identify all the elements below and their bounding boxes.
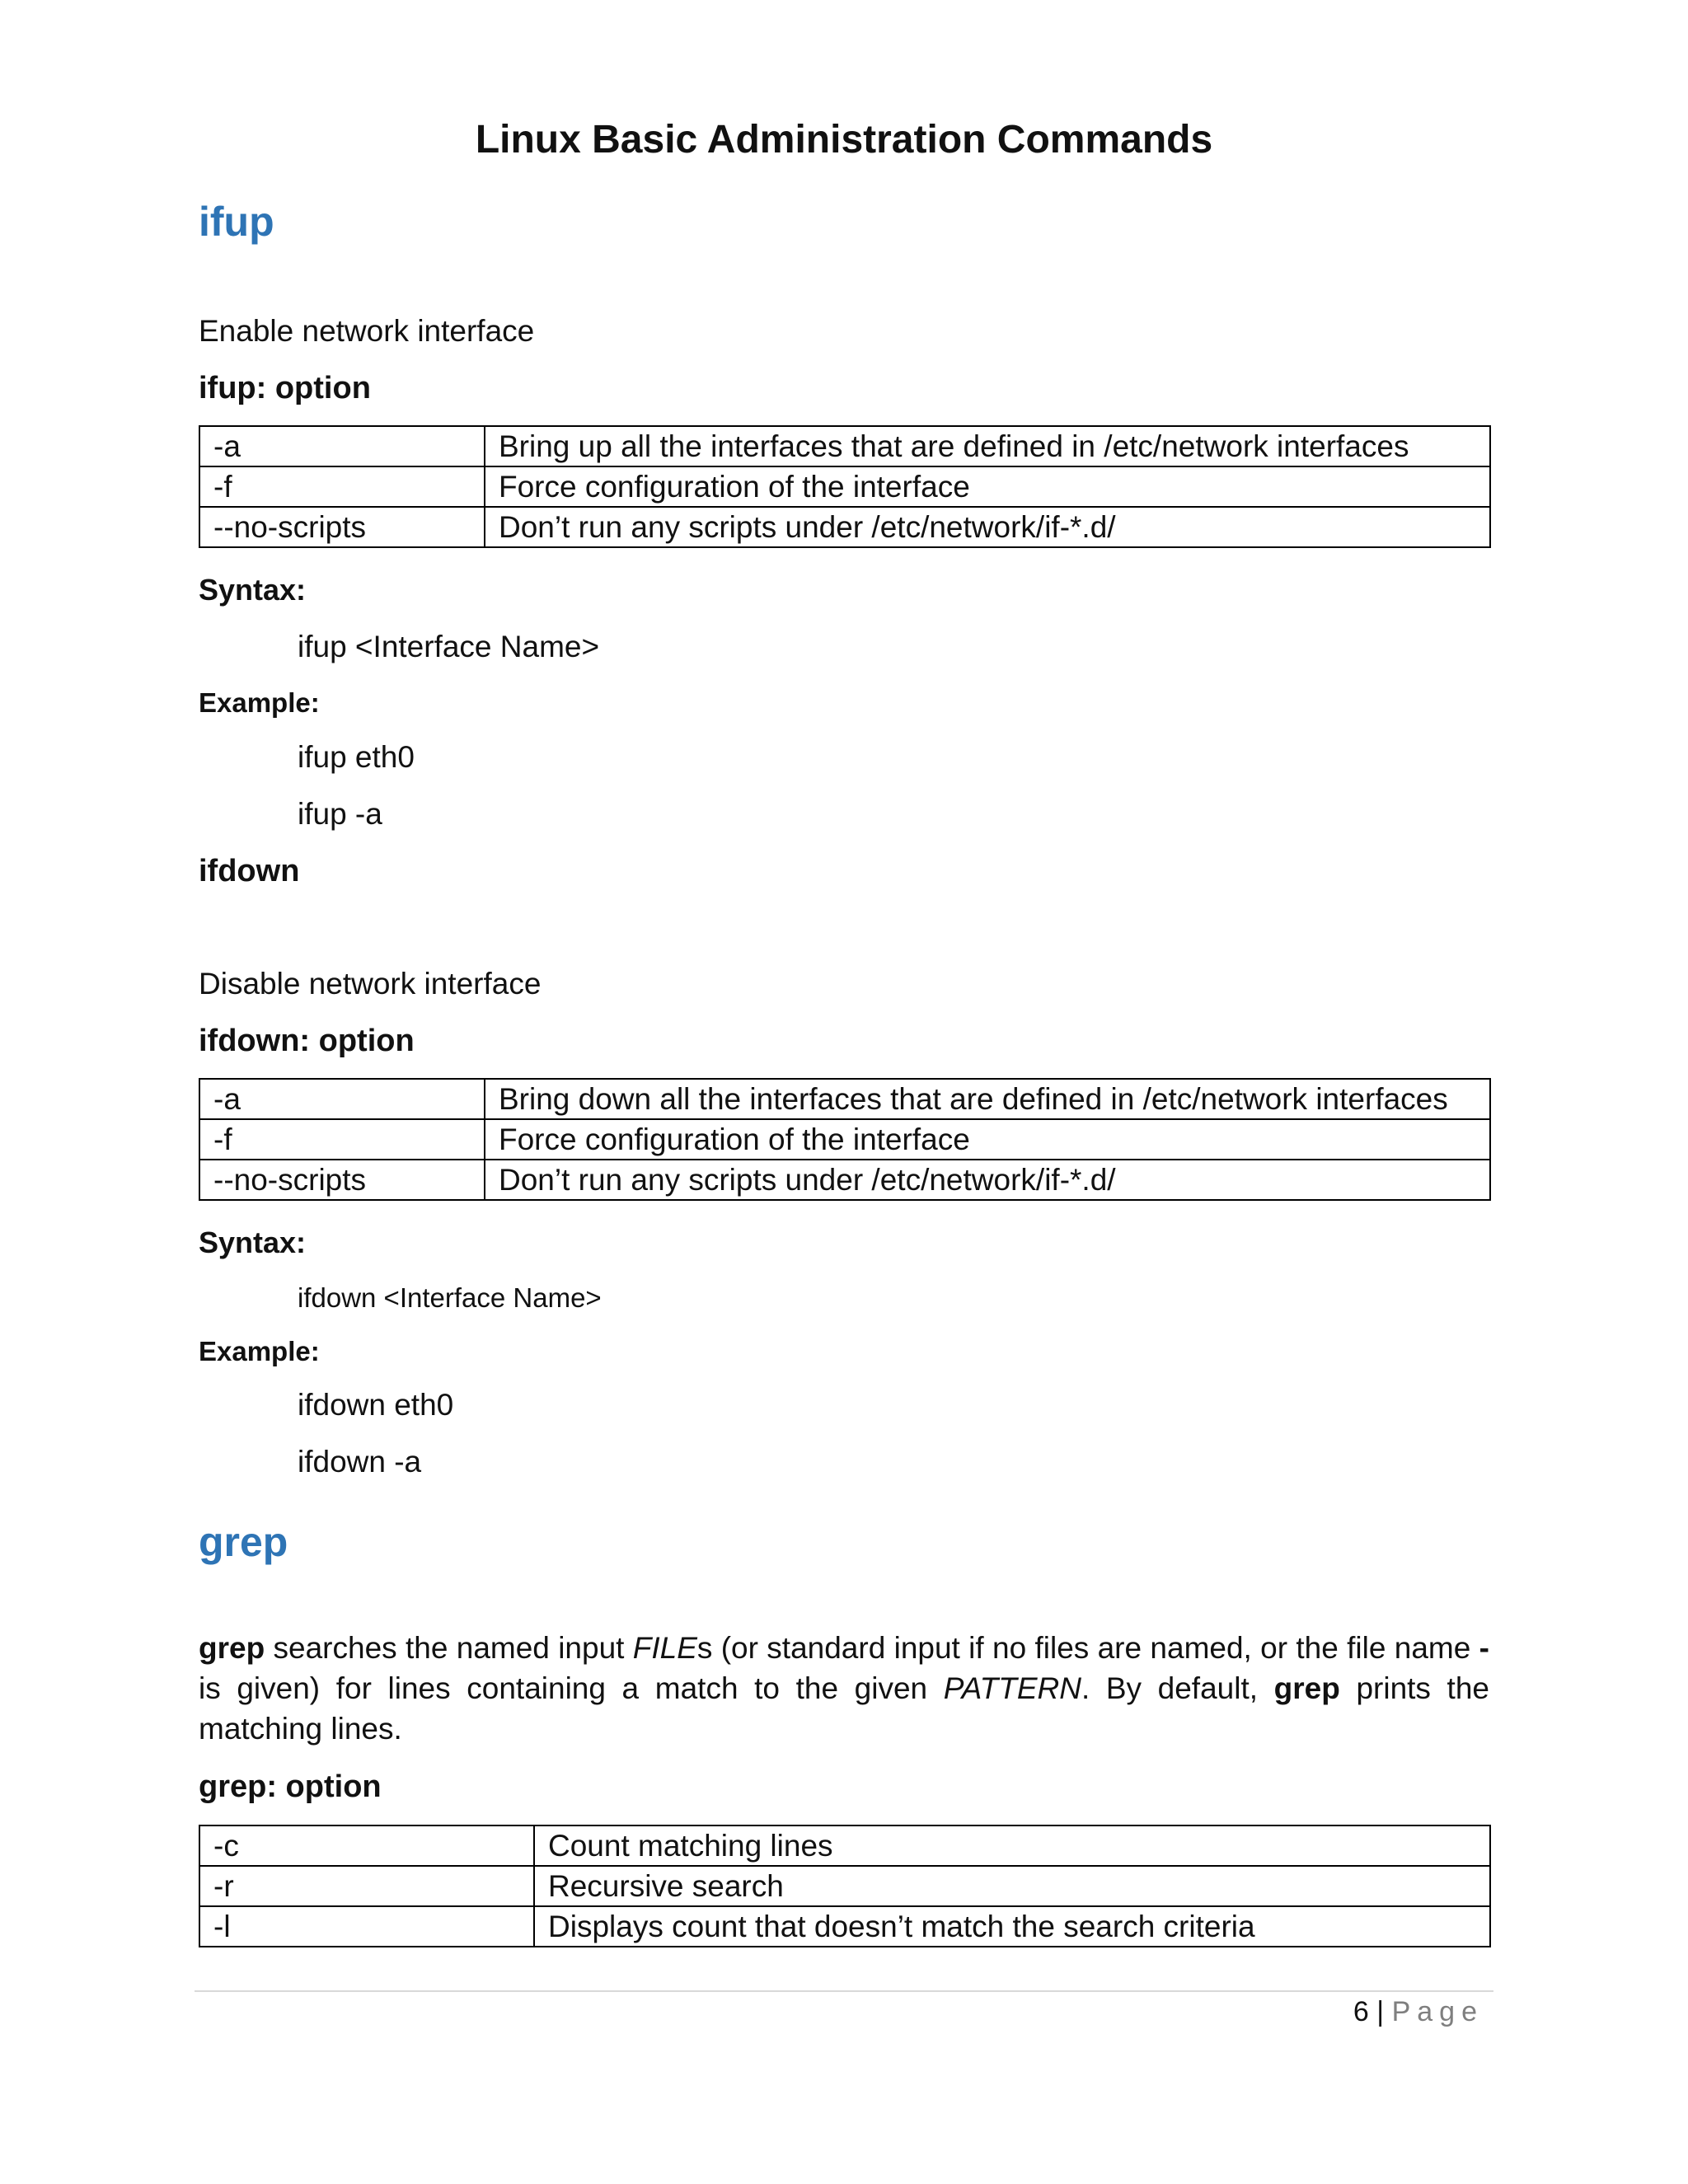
option-description: Bring up all the interfaces that are defined in /etc/network interfaces xyxy=(485,426,1490,466)
option-description: Recursive search xyxy=(534,1866,1490,1906)
grep-command-word: grep xyxy=(1273,1671,1340,1705)
grep-command-word: grep xyxy=(199,1631,265,1665)
table-row xyxy=(199,1825,1490,1866)
option-flag: -a xyxy=(199,426,485,466)
option-description: Count matching lines xyxy=(534,1825,1490,1866)
ifdown-example-label: Example: xyxy=(199,1336,320,1366)
grep-options-table xyxy=(199,1825,1491,1947)
grep-option-label: grep: option xyxy=(199,1769,382,1804)
option-flag: -a xyxy=(199,1079,485,1119)
option-flag: --no-scripts xyxy=(199,507,485,547)
table-row xyxy=(199,507,1490,547)
option-description: Displays count that doesn’t match the search criteria xyxy=(534,1906,1490,1947)
ifup-syntax: ifup <Interface Name> xyxy=(298,630,600,663)
table-row xyxy=(199,1866,1490,1906)
option-description: Don’t run any scripts under /etc/network/if-*.d/ xyxy=(485,507,1490,547)
ifup-syntax-label: Syntax: xyxy=(199,573,307,607)
ifdown-description: Disable network interface xyxy=(199,967,542,1001)
option-flag: --no-scripts xyxy=(199,1160,485,1200)
footer-divider xyxy=(195,1990,1493,1992)
option-flag: -f xyxy=(199,466,485,507)
ifup-example-2: ifup -a xyxy=(298,797,382,831)
table-row xyxy=(199,1079,1490,1119)
ifup-description: Enable network interface xyxy=(199,314,535,348)
option-flag: -c xyxy=(199,1825,534,1866)
option-description: Force configuration of the interface xyxy=(485,466,1490,507)
page-number: 6 xyxy=(1353,1996,1369,2027)
section-heading-grep: grep xyxy=(199,1519,288,1565)
ifup-example-label: Example: xyxy=(199,687,320,718)
ifdown-syntax: ifdown <Interface Name> xyxy=(298,1282,602,1313)
page-footer xyxy=(1353,1996,1484,2028)
ifdown-option-label: ifdown: option xyxy=(199,1024,415,1058)
ifdown-example-2: ifdown -a xyxy=(298,1445,422,1479)
ifdown-options-table xyxy=(199,1078,1491,1201)
ifup-example-1: ifup eth0 xyxy=(298,740,415,774)
ifup-options-table xyxy=(199,425,1491,548)
section-heading-ifup: ifup xyxy=(199,199,274,245)
option-description: Force configuration of the interface xyxy=(485,1119,1490,1160)
ifdown-syntax-label: Syntax: xyxy=(199,1226,307,1259)
table-row xyxy=(199,1160,1490,1200)
option-flag: -f xyxy=(199,1119,485,1160)
grep-description: grep searches the named input FILEs (or standard input if no files are named, or the file name - is given) for lines containing a match to the given PATTERN. By default, grep prints the matching lines. xyxy=(199,1631,1489,1746)
option-flag: -l xyxy=(199,1906,534,1947)
ifup-option-label: ifup: option xyxy=(199,371,371,405)
page-word: Page xyxy=(1391,1996,1484,2027)
table-row xyxy=(199,1119,1490,1160)
document-title: Linux Basic Administration Commands xyxy=(475,118,1213,162)
table-row xyxy=(199,466,1490,507)
page-separator: | xyxy=(1376,1996,1385,2027)
ifdown-example-1: ifdown eth0 xyxy=(298,1388,454,1422)
option-description: Don’t run any scripts under /etc/network/if-*.d/ xyxy=(485,1160,1490,1200)
section-heading-ifdown: ifdown xyxy=(199,854,300,888)
table-row xyxy=(199,1906,1490,1947)
option-flag: -r xyxy=(199,1866,534,1906)
table-row xyxy=(199,426,1490,466)
option-description: Bring down all the interfaces that are defined in /etc/network interfaces xyxy=(485,1079,1490,1119)
